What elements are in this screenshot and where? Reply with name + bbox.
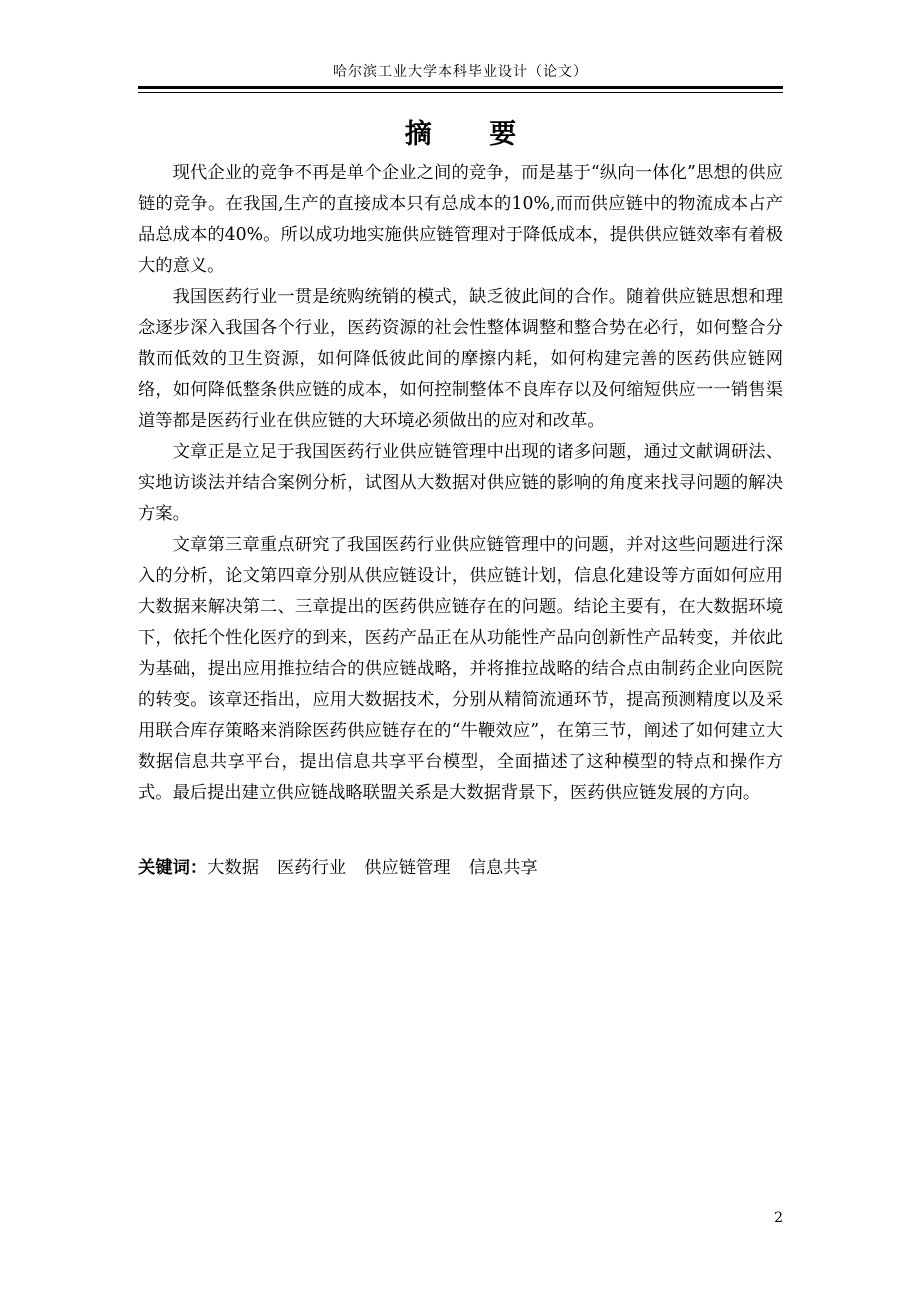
abstract-paragraph-4: 文章第三章重点研究了我国医药行业供应链管理中的问题，并对这些问题进行深入的分析，论文第四章分别从供应链设计，供应链计划，信息化建设等方面如何应用大数据来解决第二、三章提出的医药供应链存在的问题。结论主要有，在大数据环境下，依托个性化医疗的到来，医药产品正在从功能性产品向创新性产品转变，并依此为基础，提出应用推拉结合的供应链战略，并将推拉战略的结合点由制药企业向医院的转变。该章还指出，应用大数据技术，分别从精简流通环节，提高预测精度以及采用联合库存策略来消除医药供应链存在的“牛鞭效应”，在第三节，阐述了如何建立大数据信息共享平台，提出信息共享平台模型，全面描述了这种模型的特点和操作方式。最后提出建立供应链战略联盟关系是大数据背景下，医药供应链发展的方向。 [138, 535, 783, 803]
abstract-paragraph-3: 文章正是立足于我国医药行业供应链管理中出现的诸多问题，通过文献调研法、实地访谈法并结合案例分析，试图从大数据对供应链的影响的角度来找寻问题的解决方案。 [138, 442, 783, 524]
keyword-item: 信息共享 [468, 858, 538, 878]
abstract-body [138, 158, 783, 809]
abstract-paragraph-1: 现代企业的竞争不再是单个企业之间的竞争，而是基于“纵向一体化”思想的供应链的竞争。在我国,生产的直接成本只有总成本的10%,而而供应链中的物流成本占产品总成本的40%。所以成功地实施供应链管理对于降低成本，提供供应链效率有着极大的意义。 [138, 163, 783, 276]
page-number: 2 [774, 1210, 783, 1226]
page-title: 摘 要 [404, 119, 541, 150]
keyword-item: 大数据 [207, 858, 259, 878]
header-rule-thick [138, 86, 783, 89]
keywords-label: 关键词： [138, 858, 208, 878]
keyword-item: 医药行业 [277, 858, 347, 878]
running-header: 哈尔滨工业大学本科毕业设计（论文） [333, 64, 588, 80]
keywords-line [138, 854, 783, 882]
header-rule-thin [138, 92, 783, 93]
abstract-paragraph-2: 我国医药行业一贯是统购统销的模式，缺乏彼此间的合作。随着供应链思想和理念逐步深入我国各个行业，医药资源的社会性整体调整和整合势在必行，如何整合分散而低效的卫生资源，如何降低彼此间的摩擦内耗，如何构建完善的医药供应链网络，如何降低整条供应链的成本，如何控制整体不良库存以及何缩短供应一一销售渠道等都是医药行业在供应链的大环境必须做出的应对和改革。 [138, 287, 783, 431]
keyword-item: 供应链管理 [364, 858, 451, 878]
